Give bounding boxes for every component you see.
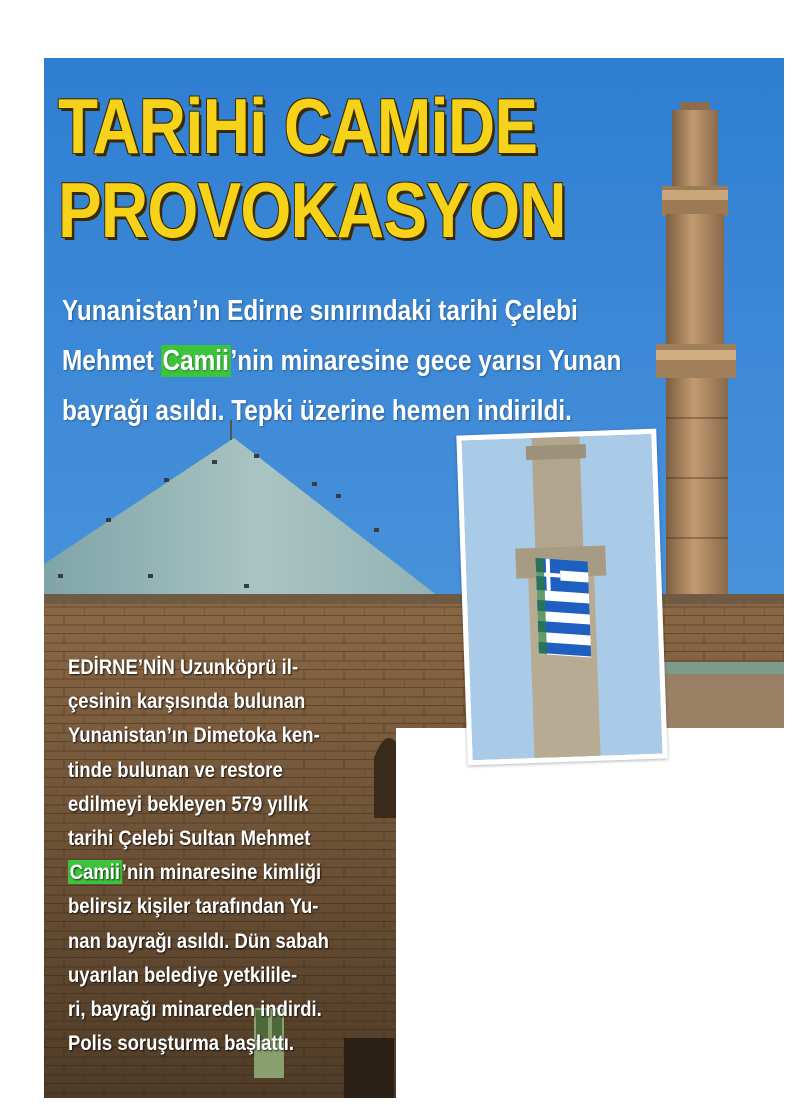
lead-line-3: bayrağı asıldı. Tepki üzerine hemen indirildi. — [62, 395, 572, 427]
article-body — [68, 650, 378, 1060]
body-line-5: edilmeyi bekleyen 579 yıllık — [68, 791, 309, 816]
body-line-6: tarihi Çelebi Sultan Mehmet — [68, 826, 311, 851]
lead-line-2-start: Mehmet — [62, 345, 161, 377]
lead-line-1: Yunanistan’ın Edirne sınırındaki tarihi Çelebi — [62, 295, 578, 327]
body-line-9: nan bayrağı asıldı. Dün sabah — [68, 928, 329, 953]
headline-line-1: TARiHi CAMiDE — [58, 82, 538, 170]
lead-paragraph — [62, 286, 650, 436]
lead-highlight-camii: Camii — [162, 345, 229, 377]
body-line-10: uyarılan belediye yetkilile- — [68, 962, 298, 987]
body-highlight-camii: Camii — [69, 860, 121, 885]
minaret — [656, 102, 738, 680]
white-corner — [396, 728, 784, 1098]
body-line-8: belirsiz kişiler tarafından Yu- — [68, 894, 319, 919]
body-line-4: tinde bulunan ve restore — [68, 757, 283, 782]
headline — [58, 84, 566, 252]
inset-photo-image — [461, 434, 662, 760]
headline-line-2: PROVOKASYON — [58, 166, 566, 254]
greek-flag-icon — [536, 558, 592, 658]
body-line-7: ’nin minaresine kimliği — [121, 860, 322, 885]
inset-photo — [456, 429, 667, 766]
article-panel — [44, 58, 784, 1098]
lead-line-2-end: ’nin minaresine gece yarısı Yunan — [230, 345, 622, 377]
body-line-12: Polis soruşturma başlattı. — [68, 1031, 295, 1056]
body-line-2: çesinin karşısında bulunan — [68, 689, 306, 714]
body-line-1: Uzunköprü il- — [174, 655, 299, 679]
body-line-3: Yunanistan’ın Dimetoka ken- — [68, 723, 320, 748]
body-line-11: ri, bayrağı minareden indirdi. — [68, 997, 322, 1022]
body-lead-word: EDİRNE’NİN — [68, 655, 175, 679]
